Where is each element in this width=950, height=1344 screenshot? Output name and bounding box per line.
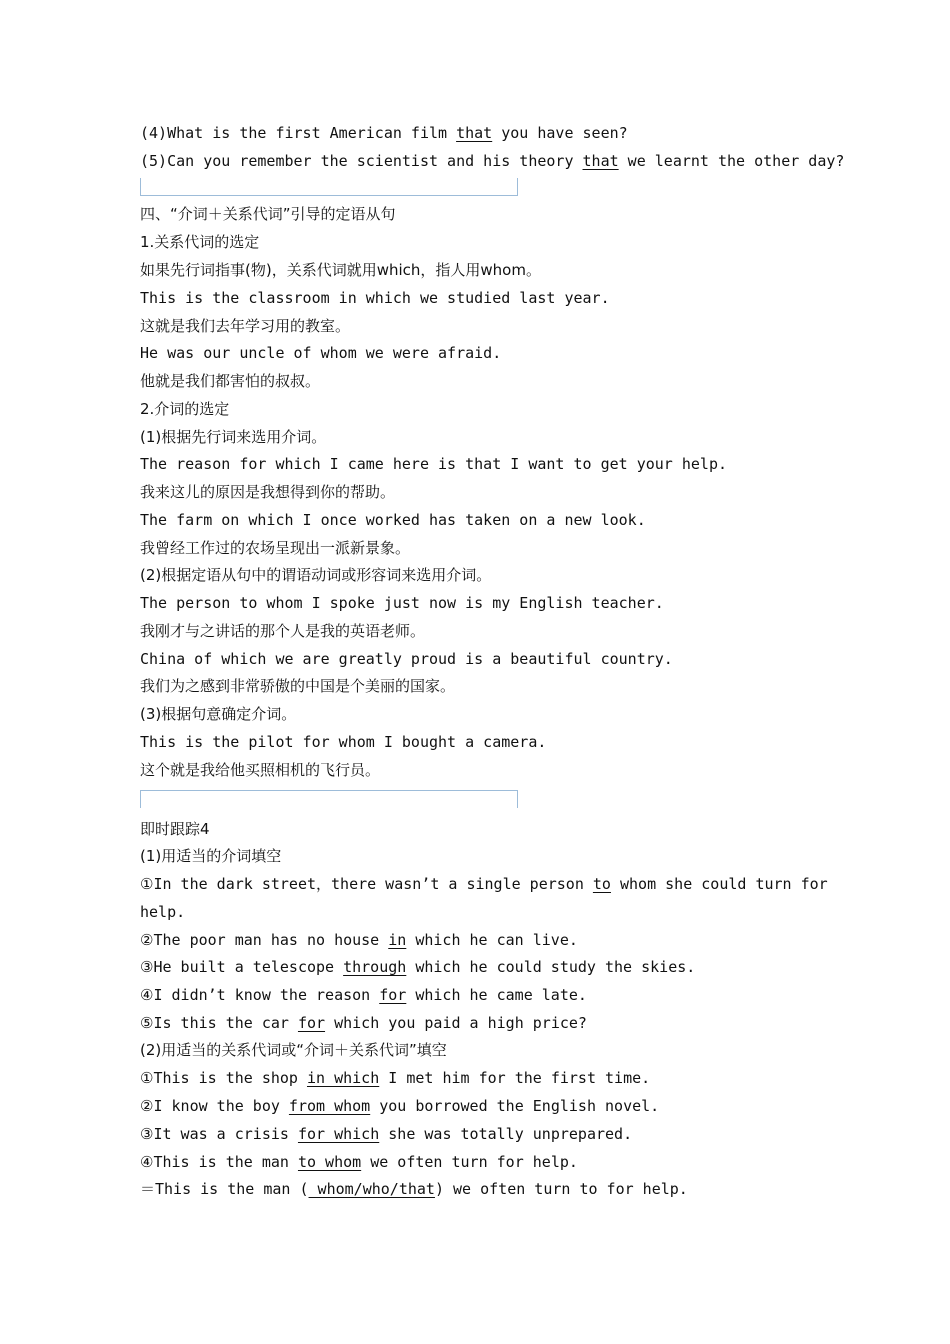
- answer-blank: from whom: [288, 1097, 371, 1115]
- rule-text: (3)根据句意确定介词。: [140, 705, 297, 723]
- example-cn: 我们为之感到非常骄傲的中国是个美丽的国家。: [140, 677, 456, 695]
- rule-text: 如果先行词指事(物)，关系代词就用which，指人用whom。: [140, 261, 541, 279]
- example-cn: 这个就是我给他买照相机的飞行员。: [140, 761, 381, 779]
- practice-question: ①This is the shop in which I met him for the first time.: [140, 1069, 651, 1087]
- practice-question: ②I know the boy from whom you borrowed the English novel.: [140, 1097, 660, 1115]
- example-en: This is the pilot for whom I bought a camera.: [140, 733, 547, 751]
- example-cn: 我曾经工作过的农场呈现出一派新景象。: [140, 539, 411, 557]
- answer-blank: that: [456, 124, 493, 142]
- practice-question: ③It was a crisis for which she was totally unprepared.: [140, 1125, 633, 1143]
- answer-blank: for which: [297, 1125, 380, 1143]
- example-en: The farm on which I once worked has taken on a new look.: [140, 511, 646, 529]
- practice-question: ②The poor man has no house in which he can live.: [140, 931, 578, 949]
- example-cn: 我刚才与之讲话的那个人是我的英语老师。: [140, 622, 426, 640]
- answer-blank: in: [388, 931, 407, 949]
- example-en: The person to whom I spoke just now is my English teacher.: [140, 594, 664, 612]
- example-en: He was our uncle of whom we were afraid.: [140, 344, 502, 362]
- answer-blank: whom/who/that: [308, 1180, 435, 1198]
- practice-part-title: (1)用适当的介词填空: [140, 847, 282, 865]
- exercise-item-5: (5)Can you remember the scientist and his theory that we learnt the other day?: [140, 152, 845, 170]
- answer-blank: to: [592, 875, 611, 893]
- section-heading: 四、“介词＋关系代词”引导的定语从句: [140, 205, 396, 223]
- answer-blank: through: [343, 958, 407, 976]
- practice-question-continuation: help.: [140, 903, 186, 921]
- example-cn: 我来这儿的原因是我想得到你的帮助。: [140, 483, 396, 501]
- practice-question: ④I didn’t know the reason for which he came late.: [140, 986, 587, 1004]
- subsection-title: 2.介词的选定: [140, 400, 230, 418]
- answer-blank: for: [379, 986, 407, 1004]
- practice-question: ＝This is the man ( whom/who/that) we often turn to for help.: [140, 1180, 688, 1198]
- subsection-title: 1.关系代词的选定: [140, 233, 260, 251]
- exercise-item-4: (4)What is the first American film that you have seen?: [140, 124, 628, 142]
- practice-part-title: (2)用适当的关系代词或“介词＋关系代词”填空: [140, 1041, 447, 1059]
- answer-blank: to whom: [297, 1153, 362, 1171]
- answer-blank: that: [582, 152, 619, 170]
- example-en: China of which we are greatly proud is a beautiful country.: [140, 650, 673, 668]
- example-cn: 他就是我们都害怕的叔叔。: [140, 372, 321, 390]
- answer-blank: in which: [306, 1069, 380, 1087]
- section-divider-box: [140, 790, 518, 808]
- practice-question: ③He built a telescope through which he could study the skies.: [140, 958, 696, 976]
- practice-question: ①In the dark street，there wasn’t a single person to whom she could turn for: [140, 875, 828, 893]
- rule-text: (1)根据先行词来选用介词。: [140, 428, 327, 446]
- answer-blank: for: [297, 1014, 326, 1032]
- rule-text: (2)根据定语从句中的谓语动词或形容词来选用介词。: [140, 566, 492, 584]
- example-en: This is the classroom in which we studied last year.: [140, 289, 610, 307]
- practice-title: 即时跟踪4: [140, 820, 210, 838]
- practice-question: ⑤Is this the car for which you paid a high price?: [140, 1014, 587, 1032]
- practice-question: ④This is the man to whom we often turn for help.: [140, 1153, 578, 1171]
- example-cn: 这就是我们去年学习用的教室。: [140, 317, 351, 335]
- section-divider-box: [140, 178, 518, 196]
- example-en: The reason for which I came here is that I want to get your help.: [140, 455, 727, 473]
